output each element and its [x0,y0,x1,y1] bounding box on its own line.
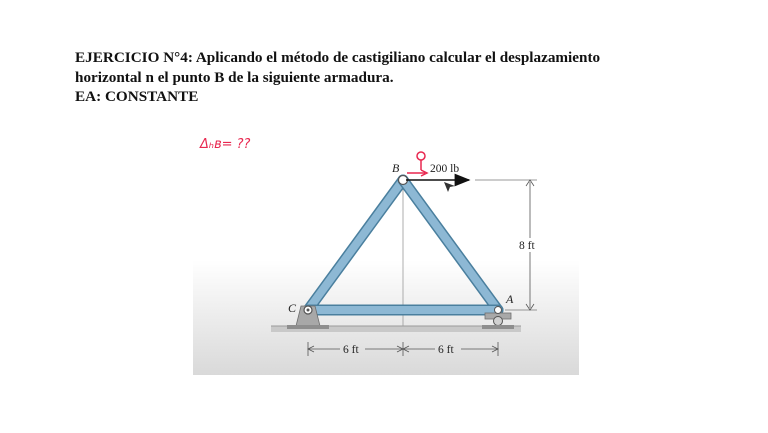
truss-figure [193,120,579,375]
truss-diagram [193,120,579,375]
joint-b-label: B [392,161,400,175]
handwritten-note: Δₕʙ= ?? [200,137,251,152]
heading-line-1: EJERCICIO N°4: Aplicando el método de castigiliano calcular el desplazamiento [75,49,601,66]
heading-line-3: EA: CONSTANTE [75,88,199,105]
heading-line-2: horizontal n el punto B de la siguiente armadura. [75,68,394,86]
span-right-label: 6 ft [438,344,454,356]
joint-c-label: C [288,301,297,315]
height-label: 8 ft [519,240,535,252]
joint-a-label: A [506,292,514,306]
exercise-heading [75,48,715,107]
span-left-label: 6 ft [343,344,359,356]
load-label: 200 lb [430,163,460,175]
